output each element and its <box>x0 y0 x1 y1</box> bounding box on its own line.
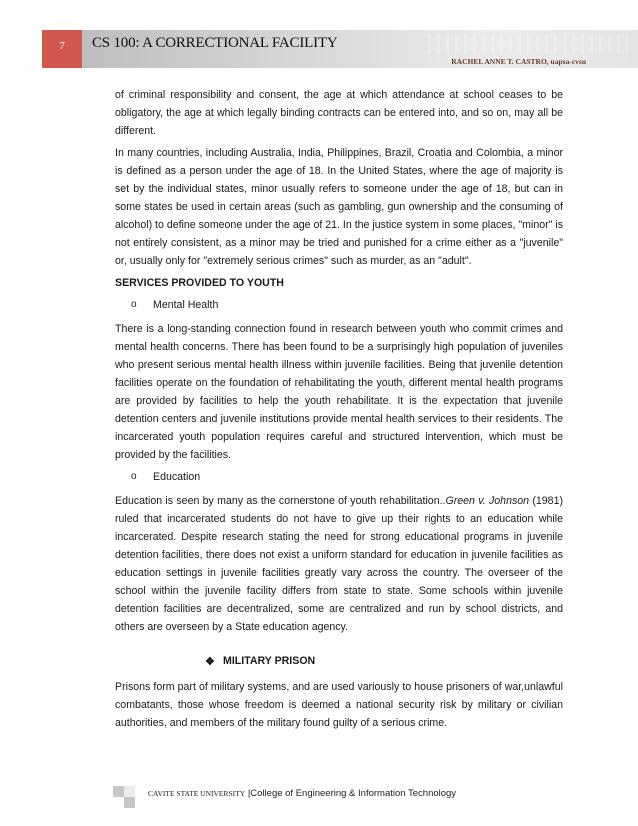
footer-university: CAVITE STATE UNIVERSITY <box>148 789 246 798</box>
heading-military-label: MILITARY PRISON <box>223 655 316 667</box>
bullet-label: Mental Health <box>153 299 219 311</box>
footer-college: |College of Engineering & Information Technology <box>247 788 457 799</box>
paragraph-minor-definition: In many countries, including Australia, India, Philippines, Brazil, Croatia and Colombia, a minor is defined as a person under the age of 18. In the United States, where the age of majority is set by the individual states, minor usually refers to someone under the age of 18, but can in some states be used in certain areas (such as gambling, gun ownership and the consuming of alcohol) to define someone under the age of 21. In the justice system in some places, "minor" is not entirely consistent, as a minor may be tried and punished for a crime either as a "juvenile" or, usually only for "extremely serious crimes" such as murder, as an "adult". <box>115 147 563 267</box>
author-name: RACHEL ANNE T. CASTRO, uapsa-cvsu <box>451 57 586 66</box>
paragraph-mental-health: There is a long-standing connection found in research between youth who commit crimes and mental health concerns. There has been found to be a surprisingly high population of juveniles who present serious mental health illness within juvenile facilities. Being that juvenile detention facilities operate on the foundation of rehabilitating the youth, different mental health programs are provided by facilities to help the youth rehabilitate. It is the expectation that juvenile detention centers and juvenile institutions provide mental health services to their residents. The incarcerated youth population requires careful and structured intervention, which must be provided by the facilities. <box>115 323 563 461</box>
bullet-marker: o <box>131 299 137 310</box>
diamond-bullet-icon <box>205 655 217 667</box>
bullet-marker: o <box>131 471 137 482</box>
checker-squares-icon <box>113 786 135 808</box>
bullet-label: Education <box>153 471 201 483</box>
paragraph-legal-ages: of criminal responsibility and consent, the age at which attendance at school ceases to be obligatory, the age at which legally binding contracts can be entered into, and so on, may all be different. <box>115 89 563 137</box>
footer <box>148 788 456 799</box>
heading-services: SERVICES PROVIDED TO YOUTH <box>115 277 284 289</box>
course-title: CS 100: A CORRECTIONAL FACILITY <box>92 35 338 51</box>
paragraph-education <box>115 492 563 636</box>
heading-military <box>205 652 563 670</box>
paragraph-military-prison: Prisons form part of military systems, and are used variously to house prisoners of war,unlawful combatants, those whose freedom is deemed a national security risk by military or civilian authorities, and members of the military found guilty of a serious crime. <box>115 681 563 729</box>
page-number: 7 <box>42 30 82 68</box>
case-name: Green v. Johnson <box>445 495 530 507</box>
bullet-mental-health <box>131 296 563 314</box>
document-body <box>115 86 563 736</box>
bullet-education <box>131 468 563 486</box>
education-text-start: Education is seen by many as the cornerstone of youth rehabilitation.. <box>115 495 446 507</box>
education-text-rest: (1981) ruled that incarcerated students do not have to give up their rights to an education while incarcerated. Despite research stating the need for strong educational programs in juvenile detention facilities, there does not exist a uniform standard for education in juvenile facilities as education settings in juvenile facilities greatly vary across the country. The overseer of the school within the juvenile facility differs from state to state. Some schools within juvenile detention facilities are decentralized, some are centralized and run by school districts, and others are overseen by a State education agency. <box>115 495 563 633</box>
